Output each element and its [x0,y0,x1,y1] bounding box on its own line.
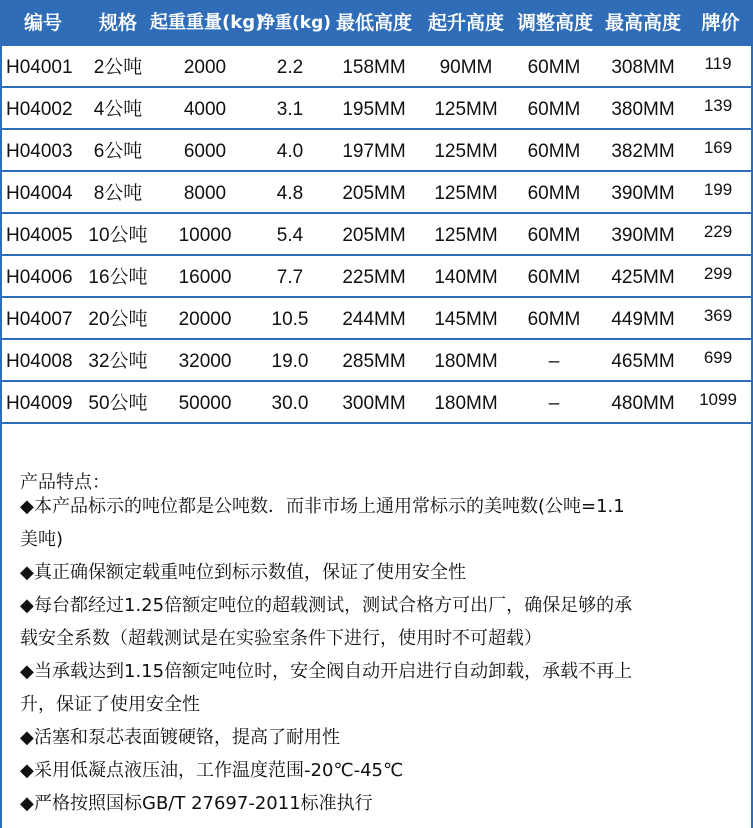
cell-code: H04002 [6,99,73,120]
diamond-bullet-icon: ◆ [20,760,34,781]
header-net-weight: 净重(kg) [258,13,332,33]
header-max-height: 最高高度 [604,12,681,34]
diamond-bullet-icon: ◆ [20,496,34,517]
feature-text: 活塞和泵芯表面镀硬铬，提高了耐用性 [34,727,340,748]
cell-max-height: 465MM [611,351,675,372]
cell-lift-height: 90MM [439,57,493,78]
cell-price: 699 [703,348,733,367]
cell-capacity: 2000 [183,57,227,78]
cell-price: 169 [703,138,733,157]
cell-code: H04003 [6,141,73,162]
cell-price: 369 [703,306,733,325]
diamond-bullet-icon: ◆ [20,595,34,616]
feature-line [20,760,745,782]
feature-line [20,661,745,683]
cell-min-height: 244MM [342,309,406,330]
table-row [0,298,753,340]
cell-capacity: 16000 [178,267,232,288]
cell-min-height: 225MM [342,267,406,288]
cell-code: H04009 [6,393,73,414]
cell-net-weight: 3.1 [276,99,304,120]
cell-net-weight: 4.0 [276,141,304,162]
cell-max-height: 390MM [611,183,675,204]
table-row [0,88,753,130]
features-title: 产品特点： [20,472,110,493]
cell-min-height: 158MM [342,57,406,78]
feature-line [20,628,745,650]
cell-adjust-height: 60MM [527,141,581,162]
header-code: 编号 [23,12,62,34]
cell-capacity: 4000 [183,99,227,120]
feature-text: 真正确保额定载重吨位到标示数值，保证了使用安全性 [34,562,466,583]
cell-spec: 50公吨 [88,393,148,414]
cell-capacity: 8000 [183,183,227,204]
table-row [0,172,753,214]
table-row [0,340,753,382]
cell-adjust-height: – [548,351,560,372]
cell-spec: 16公吨 [88,267,148,288]
cell-max-height: 308MM [611,57,675,78]
cell-spec: 8公吨 [93,183,143,204]
header-price: 牌价 [701,12,740,34]
feature-line [20,793,745,815]
feature-text: 升，保证了使用安全性 [20,694,200,715]
feature-text: 本产品标示的吨位都是公吨数．而非市场上通用常标示的美吨数(公吨=1.1 [34,496,625,517]
cell-lift-height: 145MM [434,309,498,330]
cell-max-height: 449MM [611,309,675,330]
table-row [0,130,753,172]
cell-price: 119 [704,54,732,73]
cell-net-weight: 4.8 [276,183,304,204]
cell-lift-height: 125MM [434,141,498,162]
cell-code: H04001 [6,57,73,78]
cell-code: H04004 [6,183,73,204]
cell-min-height: 197MM [342,141,406,162]
cell-code: H04007 [6,309,73,330]
diamond-bullet-icon: ◆ [20,727,34,748]
cell-min-height: 195MM [342,99,406,120]
cell-net-weight: 2.2 [276,57,304,78]
cell-price: 299 [703,264,733,283]
cell-code: H04008 [6,351,73,372]
cell-spec: 10公吨 [88,225,148,246]
feature-text: 采用低凝点液压油，工作温度范围-20℃-45℃ [34,760,404,781]
feature-text: 美吨) [20,529,64,550]
cell-capacity: 32000 [178,351,232,372]
table-header [0,0,753,46]
cell-max-height: 390MM [611,225,675,246]
cell-net-weight: 5.4 [276,225,304,246]
feature-line [20,562,745,584]
cell-price: 139 [703,96,733,115]
cell-capacity: 6000 [183,141,227,162]
features-left-border [0,424,2,828]
diamond-bullet-icon: ◆ [20,793,34,814]
feature-text: 每台都经过1.25倍额定吨位的超载测试，测试合格方可出厂，确保足够的承 [34,595,633,616]
cell-lift-height: 180MM [434,351,498,372]
cell-price: 199 [703,180,733,199]
header-spec: 规格 [98,12,137,34]
header-min-height: 最低高度 [335,12,412,34]
feature-line [20,529,745,551]
cell-adjust-height: 60MM [527,99,581,120]
features-section [0,424,753,828]
cell-spec: 2公吨 [93,57,143,78]
cell-adjust-height: 60MM [527,225,581,246]
table-row [0,382,753,424]
diamond-bullet-icon: ◆ [20,661,34,682]
cell-net-weight: 7.7 [276,267,304,288]
cell-capacity: 20000 [178,309,232,330]
cell-max-height: 382MM [611,141,675,162]
cell-spec: 6公吨 [93,141,143,162]
feature-text: 严格按照国标GB/T 27697-2011标准执行 [34,793,373,814]
cell-min-height: 285MM [342,351,406,372]
cell-lift-height: 140MM [434,267,498,288]
cell-max-height: 425MM [611,267,675,288]
cell-code: H04006 [6,267,73,288]
header-adjust-height: 调整高度 [516,12,593,34]
feature-text: 载安全系数（超载测试是在实验室条件下进行，使用时不可超载） [20,628,542,649]
cell-min-height: 300MM [342,393,406,414]
cell-capacity: 10000 [178,225,232,246]
feature-line [20,694,745,716]
table-row [0,256,753,298]
cell-min-height: 205MM [342,183,406,204]
cell-adjust-height: – [548,393,560,414]
cell-max-height: 380MM [611,99,675,120]
header-lift-height: 起升高度 [427,12,504,34]
cell-lift-height: 180MM [434,393,498,414]
feature-line [20,727,745,749]
cell-lift-height: 125MM [434,225,498,246]
header-capacity: 起重重量(kg) [150,12,264,33]
cell-price: 1099 [699,390,737,409]
table-row [0,214,753,256]
cell-net-weight: 19.0 [271,351,309,372]
feature-line [20,595,745,617]
cell-capacity: 50000 [178,393,232,414]
cell-adjust-height: 60MM [527,309,581,330]
cell-spec: 32公吨 [88,351,148,372]
cell-adjust-height: 60MM [527,57,581,78]
table-row [0,46,753,88]
diamond-bullet-icon: ◆ [20,562,34,583]
cell-lift-height: 125MM [434,99,498,120]
cell-spec: 4公吨 [93,99,143,120]
cell-lift-height: 125MM [434,183,498,204]
cell-code: H04005 [6,225,73,246]
feature-line [20,496,745,518]
cell-net-weight: 30.0 [271,393,309,414]
cell-min-height: 205MM [342,225,406,246]
feature-text: 当承载达到1.15倍额定吨位时，安全阀自动开启进行自动卸载，承载不再上 [34,661,633,682]
cell-price: 229 [703,222,733,241]
cell-spec: 20公吨 [88,309,148,330]
cell-net-weight: 10.5 [271,309,309,330]
cell-max-height: 480MM [611,393,675,414]
cell-adjust-height: 60MM [527,267,581,288]
cell-adjust-height: 60MM [527,183,581,204]
